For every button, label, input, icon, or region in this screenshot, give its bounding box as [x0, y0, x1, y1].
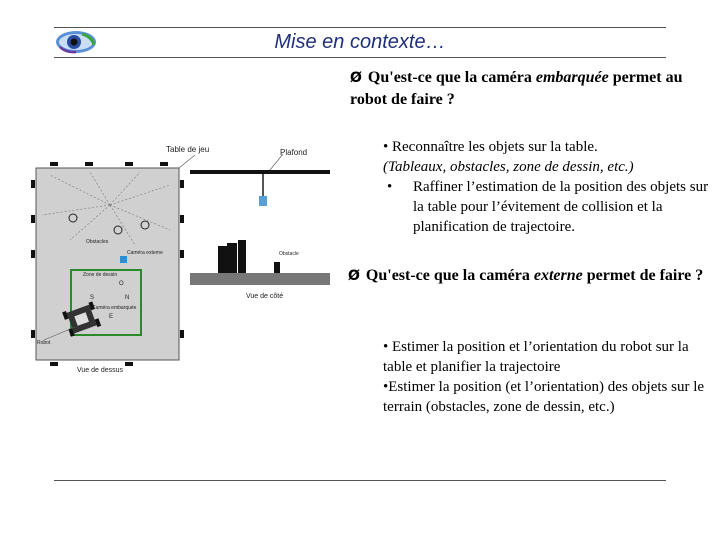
ceiling-label: Plafond [280, 148, 308, 157]
compass-n: N [125, 295, 130, 301]
onboard-camera-label: Caméra embarquée [92, 305, 137, 311]
side-view-label: Vue de côté [246, 293, 284, 300]
q2-bullet-list [383, 337, 713, 417]
ceiling-camera-label: Caméra externe [127, 250, 163, 256]
q1-bullet-recognize: • Reconnaître les objets sur la table. [383, 139, 598, 155]
q1-bullet-refine-text: Raffiner l’estimation de la position des objets sur la table pour l’évitement de collision et la planification de trajectoire. [413, 179, 709, 235]
arrow-bullet-icon: Ø [348, 268, 360, 284]
context-diagram [30, 130, 340, 380]
arrow-bullet-icon: Ø [350, 70, 362, 86]
compass-o: O [119, 281, 124, 287]
page-title: Mise en contexte… [274, 31, 446, 53]
table-label: Table de jeu [166, 145, 210, 154]
q2-bullet-objects: •Estimer la position (et l’orientation) des objets sur le terrain (obstacles, zone de dessin, etc.) [383, 379, 705, 415]
top-view-label: Vue de dessus [77, 367, 124, 374]
compass-e: E [109, 314, 114, 320]
compass-s: S [90, 295, 95, 301]
obstacles-label: Obstacles [86, 239, 109, 245]
header-top-rule [54, 27, 666, 28]
robot-label: Robot [37, 340, 51, 346]
q2-bullet-robot-pose: • Estimer la position et l’orientation du robot sur la table et planifier la trajectoire [383, 339, 689, 375]
q1-bullet-examples: (Tableaux, obstacles, zone de dessin, etc.) [383, 159, 634, 175]
q1-text-before: Qu'est-ce que la caméra [367, 69, 536, 86]
q1-bullet-mark: • [387, 179, 393, 195]
side-obstacle-label: Obstacle [279, 251, 299, 257]
question-external-camera [348, 265, 718, 287]
q1-bullet-list [383, 137, 713, 237]
q2-emphasis: externe [533, 267, 583, 284]
q2-text-before: Qu'est-ce que la caméra [365, 267, 534, 284]
question-onboard-camera [350, 67, 695, 111]
header-bottom-rule [54, 57, 666, 58]
q2-text-after: permet de faire ? [582, 267, 704, 284]
q1-bullet-refine [383, 177, 713, 237]
footer-rule [54, 480, 666, 481]
drawing-zone-label: Zone de dessin [83, 272, 118, 278]
q1-text-after: permet au robot de faire ? [350, 69, 683, 108]
q1-emphasis: embarquée [535, 69, 609, 86]
